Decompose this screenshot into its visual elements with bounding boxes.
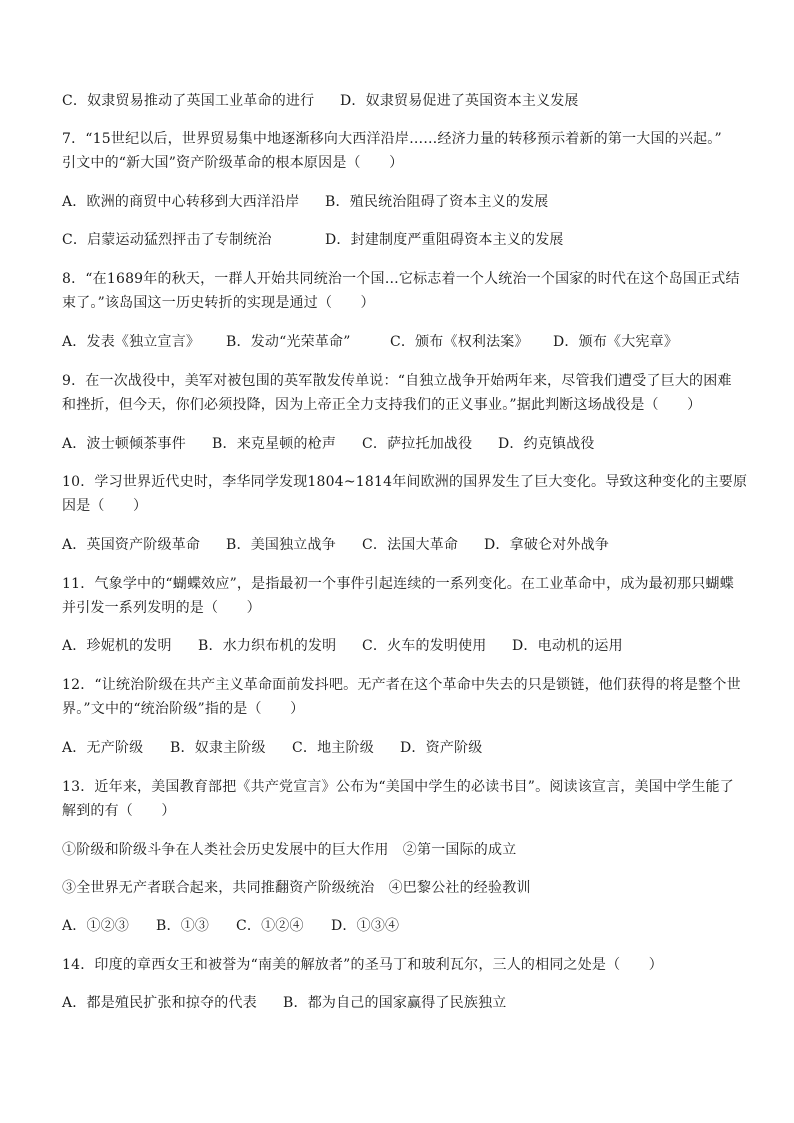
q9-option-c: C．萨拉托加战役 [362,436,473,452]
q11-stem-line1: 11．气象学中的“蝴蝶效应”，是指最初一个事件引起连续的一系列变化。在工业革命中，成为最初那只蝴蝶 [62,576,734,592]
q7-option-c: C．启蒙运动猛烈抨击了专制统治 [62,232,272,248]
q13-stem-line1: 13．近年来，美国教育部把《共产党宣言》公布为“美国中学生的必读书目”。阅读该宣言，美国中学生能了 [62,779,734,795]
q11-options [62,636,623,656]
q7-options-cd [62,230,564,250]
q7-option-d: D．封建制度严重阻碍资本主义的发展 [325,232,564,248]
q10-option-d: D．拿破仑对外战争 [484,537,610,553]
q11-option-d: D．电动机的运用 [512,638,623,654]
q13-option-a: A．①②③ [62,918,130,934]
q8-option-d: D．颁布《大宪章》 [553,334,679,350]
q10-option-c: C．法国大革命 [362,537,459,553]
q8-option-a: A．发表《独立宣言》 [62,334,201,350]
q13-options [62,916,399,936]
q9-option-a: A．波士顿倾茶事件 [62,436,186,452]
q7-options-ab [62,192,549,212]
q10-stem-line2: 因是（ ） [62,498,148,514]
q8-option-c: C．颁布《权利法案》 [390,334,529,350]
q10-options [62,535,609,555]
q7-stem-line1: 7．“15世纪以后，世界贸易集中地逐渐移向大西洋沿岸……经济力量的转移预示着新的第一大国的兴起。” [62,131,722,147]
q9-options [62,434,595,454]
q12-options [62,738,482,758]
q10-option-b: B．美国独立战争 [226,537,336,553]
q10-stem-line1: 10．学习世界近代史时，李华同学发现1804~1814年间欧洲的国界发生了巨大变化。导致这种变化的主要原 [62,474,748,490]
q9-stem-line2: 和挫折，但今天，你们必须投降，因为上帝正全力支持我们的正义事业。”据此判断这场战役是（ ） [62,397,702,413]
q6-option-d: D．奴隶贸易促进了英国资本主义发展 [340,93,579,109]
q12-option-d: D．资产阶级 [400,740,483,756]
q6-option-c: C．奴隶贸易推动了英国工业革命的进行 [62,93,315,109]
q8-stem-line2: 束了。”该岛国这一历史转折的实现是通过（ ） [62,295,375,311]
q13-option-c: C．①②④ [236,918,304,934]
q13-stem-line2: 解到的有（ ） [62,803,176,819]
q11-option-a: A．珍妮机的发明 [62,638,172,654]
q12-option-c: C．地主阶级 [292,740,374,756]
q9-option-b: B．来克星顿的枪声 [212,436,337,452]
q13-option-d: D．①③④ [331,918,400,934]
q7-stem-line2: 引文中的“新大国”资产阶级革命的根本原因是（ ） [62,155,404,171]
q14-option-b: B．都为自己的国家赢得了民族独立 [283,995,507,1011]
q12-option-a: A．无产阶级 [62,740,144,756]
q7-option-a: A．欧洲的商贸中心转移到大西洋沿岸 [62,194,300,210]
q11-option-c: C．火车的发明使用 [362,638,487,654]
q14-option-a: A．都是殖民扩张和掠夺的代表 [62,995,257,1011]
q14-stem-line1: 14．印度的章西女王和被誉为“南美的解放者”的圣马丁和玻利瓦尔，三人的相同之处是（ ） [62,957,663,973]
q9-stem-line1: 9．在一次战役中，美军对被包围的英军散发传单说：“自独立战争开始两年来，尽管我们遭受了巨大的困难 [62,373,732,389]
q10-option-a: A．英国资产阶级革命 [62,537,201,553]
q12-stem-line2: 界。”文中的“统治阶级”指的是（ ） [62,701,305,717]
q12-option-b: B．奴隶主阶级 [170,740,266,756]
q11-option-b: B．水力织布机的发明 [198,638,337,654]
q8-option-b: B．发动“光荣革命” [226,334,351,350]
q8-stem-line1: 8．“在1689年的秋天，一群人开始共同统治一个国…它标志着一个人统治一个国家的时代在这个岛国正式结 [62,271,740,287]
q8-options [62,332,678,352]
q13-items-3-4: ③全世界无产者联合起来，共同推翻资产阶级统治 ④巴黎公社的经验教训 [62,880,531,896]
q9-option-d: D．约克镇战役 [498,436,595,452]
q14-options-ab [62,993,507,1013]
q7-option-b: B．殖民统治阻碍了资本主义的发展 [325,194,549,210]
q11-stem-line2: 并引发一系列发明的是（ ） [62,600,261,616]
q12-stem-line1: 12．“让统治阶级在共产主义革命面前发抖吧。无产者在这个革命中失去的只是锁链，他们获得的将是整个世 [62,677,741,693]
q13-items-1-2: ①阶级和阶级斗争在人类社会历史发展中的巨大作用 ②第一国际的成立 [62,842,517,858]
q6-options-cd [62,91,579,111]
q13-option-b: B．①③ [156,918,210,934]
